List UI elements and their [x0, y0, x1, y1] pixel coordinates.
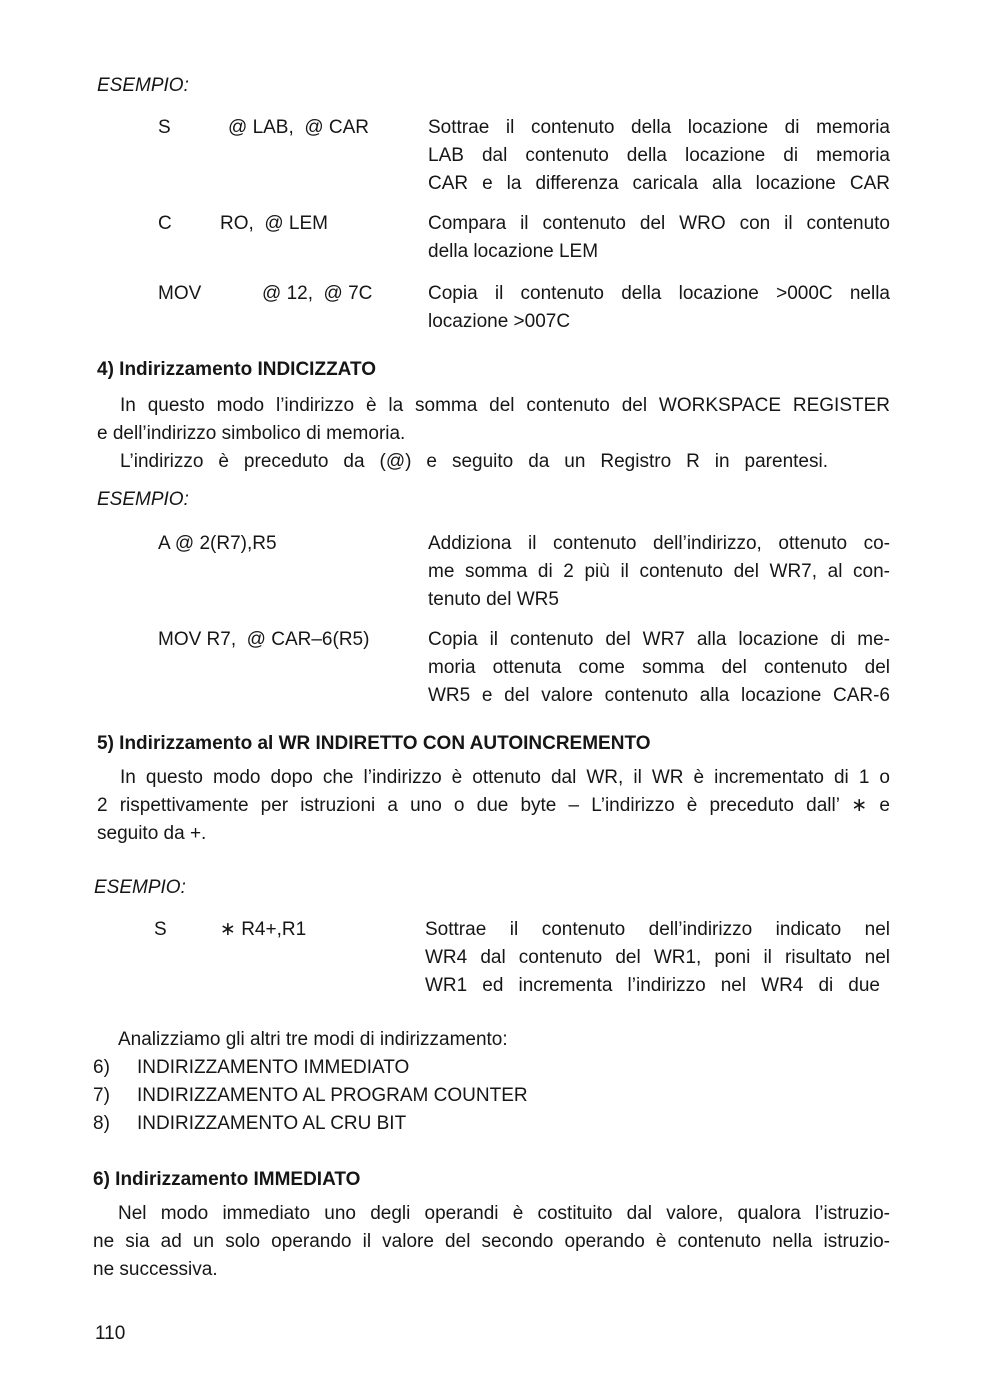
instruction-description-line: Sottrae il contenuto della locazione di memoria	[428, 117, 890, 138]
instruction-description-line: Addiziona il contenuto dell’indirizzo, ottenuto co-	[428, 533, 890, 554]
paragraph-line: ne successiva.	[93, 1259, 218, 1280]
list-text: INDIRIZZAMENTO AL CRU BIT	[137, 1113, 407, 1134]
paragraph-line: seguito da +.	[97, 823, 207, 844]
example-label: ESEMPIO:	[97, 489, 189, 510]
paragraph-line: Nel modo immediato uno degli operandi è costituito dal valore, qualora l’istruzio-	[118, 1203, 890, 1224]
instruction-description-line: WR5 e del valore contenuto alla locazione CAR-6	[428, 685, 890, 706]
list-number: 6)	[93, 1057, 110, 1078]
example-label: ESEMPIO:	[94, 877, 186, 898]
paragraph-line: In questo modo dopo che l’indirizzo è ottenuto dal WR, il WR è incrementato di 1 o	[120, 767, 890, 788]
list-item	[93, 1082, 528, 1110]
paragraph-line: In questo modo l’indirizzo è la somma del contenuto del WORKSPACE REGISTER	[120, 395, 890, 416]
instruction-mnemonic: C	[158, 213, 172, 234]
instruction-description-line: locazione >007C	[428, 311, 571, 332]
instruction-operands: RO, @ LEM	[220, 213, 328, 234]
instruction-operands: @ 12, @ 7C	[262, 283, 373, 304]
section-heading: 5) Indirizzamento al WR INDIRETTO CON AUTOINCREMENTO	[97, 733, 651, 754]
instruction-code: A @ 2(R7),R5	[158, 533, 277, 554]
instruction-description-line: moria ottenuta come somma del contenuto del	[428, 657, 890, 678]
instruction-description-line: WR4 dal contenuto del WR1, poni il risultato nel	[425, 947, 890, 968]
paragraph-line: e dell’indirizzo simbolico di memoria.	[97, 423, 406, 444]
instruction-mnemonic: S	[158, 117, 171, 138]
list-item	[93, 1054, 409, 1082]
list-number: 8)	[93, 1113, 110, 1134]
instruction-description-line: della locazione LEM	[428, 241, 599, 262]
instruction-operands: ∗ R4+,R1	[220, 919, 307, 940]
instruction-operands: @ LAB, @ CAR	[228, 117, 369, 138]
instruction-code: MOV R7, @ CAR–6(R5)	[158, 629, 370, 650]
paragraph-line: ne sia ad un solo operando il valore del secondo operando è contenuto nella istruzio-	[93, 1231, 890, 1252]
list-text: INDIRIZZAMENTO AL PROGRAM COUNTER	[137, 1085, 528, 1106]
instruction-description-line: LAB dal contenuto della locazione di memoria	[428, 145, 890, 166]
list-number: 7)	[93, 1085, 110, 1106]
section-heading: 4) Indirizzamento INDICIZZATO	[97, 359, 377, 380]
list-item	[93, 1110, 406, 1138]
section-heading: 6) Indirizzamento IMMEDIATO	[93, 1169, 361, 1190]
instruction-description-line: CAR e la differenza caricala alla locazione CAR	[428, 173, 890, 194]
instruction-description-line: me somma di 2 più il contenuto del WR7, al con-	[428, 561, 890, 582]
instruction-description-line: tenuto del WR5	[428, 589, 559, 610]
list-text: INDIRIZZAMENTO IMMEDIATO	[137, 1057, 410, 1078]
instruction-description-line: Sottrae il contenuto dell’indirizzo indicato nel	[425, 919, 890, 940]
instruction-description-line: WR1 ed incrementa l’indirizzo nel WR4 di due	[425, 975, 880, 996]
instruction-description-line: Copia il contenuto della locazione >000C nella	[428, 283, 890, 304]
example-label: ESEMPIO:	[97, 75, 189, 96]
instruction-description-line: Copia il contenuto del WR7 alla locazione di me-	[428, 629, 890, 650]
paragraph-line: L’indirizzo è preceduto da (@) e seguito da un Registro R in parentesi.	[120, 451, 828, 472]
intro-text: Analizziamo gli altri tre modi di indirizzamento:	[118, 1029, 508, 1050]
paragraph-line: 2 rispettivamente per istruzioni a uno o due byte – L’indirizzo è preceduto dall’ ∗ e	[97, 795, 890, 816]
instruction-mnemonic: MOV	[158, 283, 202, 304]
page-number: 110	[95, 1323, 126, 1344]
instruction-description-line: Compara il contenuto del WRO con il contenuto	[428, 213, 890, 234]
instruction-mnemonic: S	[154, 919, 167, 940]
